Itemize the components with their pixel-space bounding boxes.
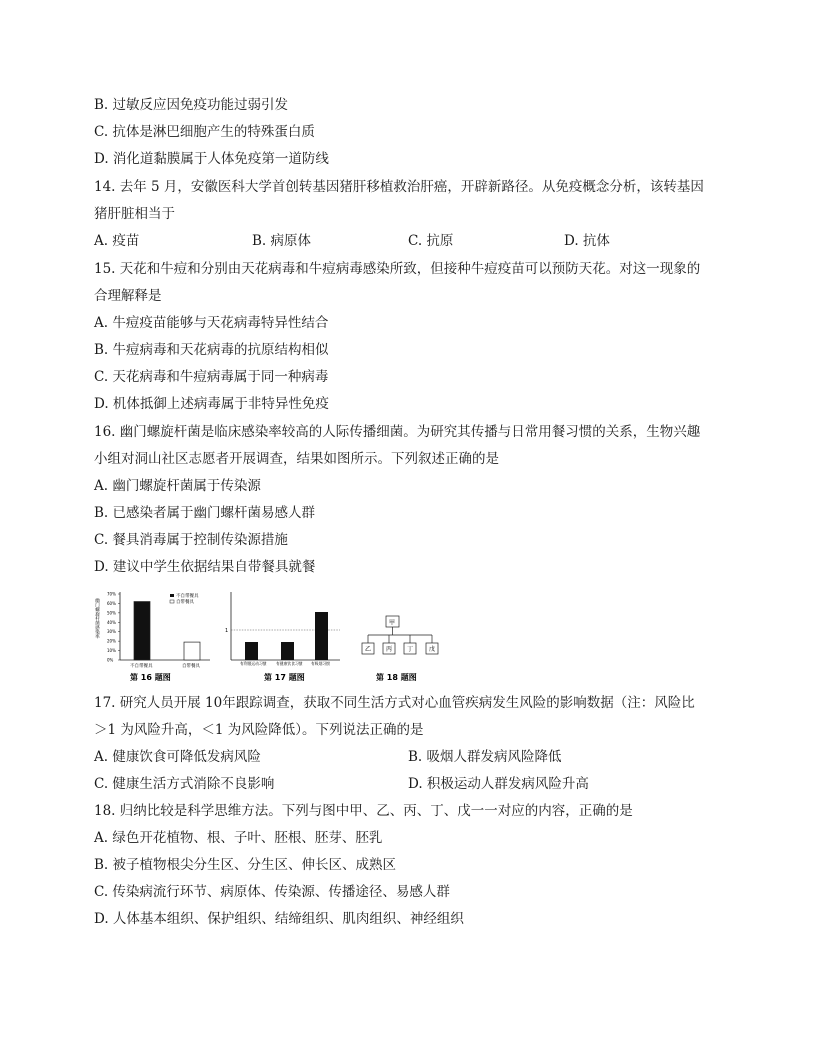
q16-option-d: D. 建议中学生依据结果自带餐具就餐 xyxy=(94,559,316,575)
fig16-bar-1 xyxy=(184,642,200,660)
q18-option-c: C. 传染病流行环节、病原体、传染源、传播途径、易感人群 xyxy=(94,884,450,900)
figures-strip xyxy=(94,586,440,682)
q17-stem-line-1: 17. 研究人员开展 10年跟踪调查，获取不同生活方式对心血管疾病发生风险的影响数据（注：风险比 xyxy=(94,695,695,711)
q16-option-c: C. 餐具消毒属于控制传染源措施 xyxy=(94,532,288,548)
q13-option-d: D. 消化道黏膜属于人体免疫第一道防线 xyxy=(94,151,329,167)
fig16-ylabel: 幽门螺旋杆菌感染率 xyxy=(94,598,100,639)
q13-option-b: B. 过敏反应因免疫功能过弱引发 xyxy=(94,97,289,113)
fig18-caption: 第 18 题图 xyxy=(376,673,417,682)
fig16-ytick-label: 40% xyxy=(107,619,116,625)
fig18-root-label: 甲 xyxy=(389,619,396,627)
q18-option-a: A. 绿色开花植物、根、子叶、胚根、胚芽、胚乳 xyxy=(94,830,383,846)
q15-option-c: C. 天花病毒和牛痘病毒属于同一种病毒 xyxy=(94,369,329,385)
q13-option-c: C. 抗体是淋巴细胞产生的特殊蛋白质 xyxy=(94,124,315,140)
fig17-xlabel-0: 有利锻运动习惯 xyxy=(240,661,267,666)
q14-option-c: C. 抗原 xyxy=(408,233,454,249)
q14-option-d: D. 抗体 xyxy=(564,233,610,249)
fig17-bar-2 xyxy=(315,612,328,660)
fig16-legend-open-swatch xyxy=(170,600,174,603)
q14-option-a: A. 疫苗 xyxy=(94,233,140,249)
q17-option-c: C. 健康生活方式消除不良影响 xyxy=(94,776,275,792)
fig17-bar-0 xyxy=(245,642,258,660)
figure-16 xyxy=(95,592,211,683)
q18-option-d: D. 人体基本组织、保护组织、结缔组织、肌肉组织、神经组织 xyxy=(94,911,464,927)
figure-18 xyxy=(362,616,438,682)
fig16-ytick-label: 30% xyxy=(107,629,116,635)
q18-option-b: B. 被子植物根尖分生区、分生区、伸长区、成熟区 xyxy=(94,857,397,873)
q15-option-b: B. 牛痘病毒和天花病毒的抗原结构相似 xyxy=(94,342,329,358)
fig17-tick-1: 1 xyxy=(225,628,229,634)
figure-17 xyxy=(225,592,340,682)
q16-option-a: A. 幽门螺旋杆菌属于传染源 xyxy=(94,478,261,494)
fig18-child-label: 乙 xyxy=(365,646,372,653)
q17-option-b: B. 吸烟人群发病风险降低 xyxy=(408,749,562,765)
fig16-ytick-label: 50% xyxy=(107,610,116,616)
figures-svg xyxy=(94,586,440,682)
fig16-ytick-label: 70% xyxy=(107,591,116,597)
fig17-caption: 第 17 题图 xyxy=(264,673,305,682)
fig17-xlabel-1: 有健康饮食习惯 xyxy=(276,661,303,666)
fig16-caption: 第 16 题图 xyxy=(130,673,171,682)
q17-option-d: D. 积极运动人群发病风险升高 xyxy=(408,776,589,792)
fig16-xlabel-0: 不自带餐具 xyxy=(130,664,153,669)
q16-stem-line-2: 小组对洞山社区志愿者开展调查，结果如图所示。下列叙述正确的是 xyxy=(94,451,499,467)
q16-stem-line-1: 16. 幽门螺旋杆菌是临床感染率较高的人际传播细菌。为研究其传播与日常用餐习惯的关系，生物兴趣 xyxy=(94,424,701,440)
q14-option-b: B. 病原体 xyxy=(252,233,312,249)
fig17-xlabel-2: 有吸烟习惯 xyxy=(311,661,330,666)
fig16-ytick-label: 10% xyxy=(107,648,116,654)
fig16-ytick-label: 20% xyxy=(107,638,116,644)
fig17-bar-1 xyxy=(281,642,294,660)
fig18-child-label: 丙 xyxy=(386,646,393,653)
fig16-legend-filled: 不自带餐具 xyxy=(176,594,199,599)
q17-stem-line-2: ＞1 为风险升高，＜1 为风险降低）。下列说法正确的是 xyxy=(94,722,424,738)
fig18-child-label: 丁 xyxy=(407,646,414,653)
fig16-legend-filled-swatch xyxy=(170,594,174,597)
q15-option-a: A. 牛痘疫苗能够与天花病毒特异性结合 xyxy=(94,315,329,331)
q18-stem: 18. 归纳比较是科学思维方法。下列与图中甲、乙、丙、丁、戊一一对应的内容，正确的是 xyxy=(94,803,633,819)
q14-stem-line-1: 14. 去年 5 月，安徽医科大学首创转基因猪肝移植救治肝癌，开辟新路径。从免疫概念分析，该转基因 xyxy=(94,179,704,195)
fig16-legend-open: 自带餐具 xyxy=(176,600,194,605)
q17-option-a: A. 健康饮食可降低发病风险 xyxy=(94,749,261,765)
fig16-ytick-label: 0% xyxy=(107,657,114,663)
fig16-xlabel-1: 自带餐具 xyxy=(182,664,200,669)
q15-stem-line-2: 合理解释是 xyxy=(94,288,162,304)
fig18-child-label: 戊 xyxy=(429,646,436,653)
fig16-bar-0 xyxy=(134,602,150,660)
fig16-ytick-label: 60% xyxy=(107,600,116,606)
q14-stem-line-2: 猪肝脏相当于 xyxy=(94,206,175,222)
q16-option-b: B. 已感染者属于幽门螺杆菌易感人群 xyxy=(94,505,316,521)
q15-option-d: D. 机体抵御上述病毒属于非特异性免疫 xyxy=(94,396,329,412)
q15-stem-line-1: 15. 天花和牛痘和分别由天花病毒和牛痘病毒感染所致，但接种牛痘疫苗可以预防天花。对这一现象的 xyxy=(94,261,701,277)
